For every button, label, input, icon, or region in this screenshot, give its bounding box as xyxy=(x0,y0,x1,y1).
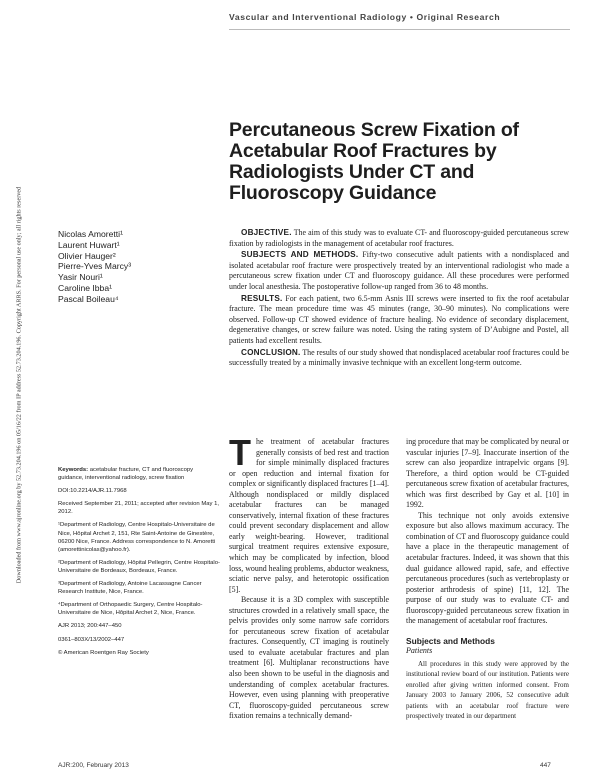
abstract-conclusion xyxy=(229,348,569,369)
body-paragraph: This technique not only avoids extensive exposure but also allows maximum accuracy. The combination of CT and fluoroscopy guidance could have a place in the therapeutic management of acetabular fractures. Indeed, it was shown that this dual guidance allowed rapid, safe, and effective percutaneous procedures (such as vertebroplasty or posterior arthrodesis of spine) [11, 12]. The purpose of our study was to evaluate CT- and fluoroscopy-guided percutaneous screw fixation in the management of acetabular roof fractures. xyxy=(406,510,569,626)
download-notice xyxy=(12,60,26,710)
journal-issue: AJR:200, February 2013 xyxy=(58,762,129,769)
body-text: he treatment of acetabular fractures generally consists of bed rest and traction for simple minimally displaced fractures or open reduction and internal fixation for complex or significantly displaced fractures [1–4]. Although nondisplaced or mildly displaced acetabular fractures can be managed conservatively, internal fixation of these fractures could prevent secondary displacement and allow early weight-bearing. However, traditional surgical treatment requires extensive exposure, which may be complicated by infection, blood loss, wound healing problems, abductor weakness, sciatic nerve palsy, and heterotopic ossification [5]. xyxy=(229,437,389,594)
abstract-text: The aim of this study was to evaluate CT- and fluoroscopy-guided percutaneous screw fixation by radiologists in the management of acetabular roof fractures. xyxy=(229,228,569,248)
author-name: Nicolas Amoretti¹ xyxy=(58,229,123,239)
author-name: Laurent Huwart¹ xyxy=(58,239,120,250)
abstract-heading: SUBJECTS AND METHODS. xyxy=(241,250,359,260)
doi[interactable]: DOI:10.2214/AJR.11.7968 xyxy=(58,488,127,495)
author-name: Caroline Ibba¹ xyxy=(58,282,112,293)
keywords xyxy=(58,466,220,482)
abstract-heading: OBJECTIVE. xyxy=(241,228,292,237)
download-notice-text: Downloaded from www.ajronline.org by 52.73.204.196 on 05/16/22 from IP address 52.73.204.196. Copyright ARRS. For personal use only; all rights reserved xyxy=(15,186,23,584)
drop-cap: T xyxy=(229,432,251,473)
article-info-sidebar xyxy=(58,466,220,662)
abstract-heading: RESULTS. xyxy=(241,293,283,303)
author-name: Pierre-Yves Marcy³ xyxy=(58,261,132,272)
abstract-text: For each patient, two 6.5-mm Asnis III screws were inserted to fix the roof acetabular fracture. The mean procedure time was 45 minutes (range, 30–90 minutes). No complications were observed. Follow-up CT showed evidence of fracture healing. No evidence of secondary displacement, degenerative changes, or screw failure was noted. Using the rating system of D’Aubigne and Postel, all patients had excellent results. xyxy=(229,293,569,345)
affiliation: ²Department of Radiology, Hôpital Pellegrin, Centre Hospitalo-Universitaire de Bordeaux, Bordeaux, France. xyxy=(58,559,220,574)
abstract-heading: CONCLUSION. xyxy=(241,347,301,357)
affiliation: ⁴Department of Orthopaedic Surgery, Centre Hospitalo-Universitaire de Nice, Hôpital Archet 2, Nice, France. xyxy=(58,602,203,617)
abstract-objective xyxy=(229,228,569,249)
section-header: Vascular and Interventional Radiology • Original Research xyxy=(229,12,501,22)
abstract-text: Fifty-two consecutive adult patients with a nondisplaced and isolated acetabular roof fracture were prospectively treated by an interventional radiologist who made a percutaneous screw fixation under CT and fluoroscopy guidance. All these procedures were performed under local anesthesia. The postoperative follow-up ranged from 36 to 48 months. xyxy=(229,250,569,291)
received-dates: Received September 21, 2011; accepted after revision May 1, 2012. xyxy=(58,501,219,516)
abstract-results xyxy=(229,294,569,347)
section-heading: Subjects and Methods xyxy=(406,635,495,646)
body-column-right xyxy=(406,437,569,722)
copyright: © American Roentgen Ray Society xyxy=(58,649,149,656)
citation: AJR 2013; 200:447–450 xyxy=(58,623,122,630)
body-paragraph: Because it is a 3D complex with susceptible structures crowded in a relatively small space, the pelvis provides only some narrow safe corridors for percutaneous screw fixation of acetabular fractures. Consequently, CT imaging is routinely used to evaluate acetabular fractures and plan treatment [6]. Multiplanar reconstructions have also been shown to be useful in the diagnosis and understanding of complex acetabular fractures. However, even using planning with preoperative CT, fluoroscopy-guided percutaneous screw fixation remains a technically demand- xyxy=(229,595,389,721)
author-name: Yasir Nouri¹ xyxy=(58,272,103,283)
body-paragraph xyxy=(229,432,389,595)
article-title: Percutaneous Screw Fixation of Acetabular Roof Fractures by Radiologists Under CT and Fluoroscopy Guidance xyxy=(229,119,519,204)
body-paragraph: All procedures in this study were approved by the institutional review board of our institution. Patients were enrolled after giving written informed consent. From January 2003 to January 2006, 52 consecutive adult patients with an acetabular roof fracture were prospectively treated in our department xyxy=(406,659,569,721)
issn: 0361–803X/13/2002–447 xyxy=(58,636,125,643)
affiliation: ³Department of Radiology, Antoine Lacassagne Cancer Research Institute, Nice, France. xyxy=(58,581,202,596)
keywords-text: acetabular fracture, CT and fluoroscopy guidance, interventional radiology, screw fixation xyxy=(58,467,194,482)
affiliation: ¹Department of Radiology, Centre Hospitalo-Universitaire de Nice, Hôpital Archet 2, 151, Rte Saint-Antoine de Ginestère, 06200 Nice, France. Address correspondence to N. Amoretti (amorettinicolas@yahoo.fr). xyxy=(58,522,216,553)
page-number: 447 xyxy=(540,762,551,769)
author-list xyxy=(58,229,218,305)
keywords-label: Keywords: xyxy=(58,467,89,473)
header-divider xyxy=(229,29,570,30)
subsection-heading: Patients xyxy=(406,646,433,656)
abstract-methods xyxy=(229,250,569,292)
body-column-left xyxy=(229,432,389,722)
body-paragraph: ing procedure that may be complicated by neural or vascular injuries [7–9]. Inaccurate insertion of the screw can also jeopardize intrapelvic organs [9]. Therefore, a third option would be CT-guided percutaneous screw fixation of acetabular fractures, which was first described by Gay et al. [10] in 1992. xyxy=(406,437,570,510)
abstract-text: The results of our study showed that nondisplaced acetabular roof fractures could be successfully treated by a minimally invasive technique with an excellent long-term outcome. xyxy=(229,347,569,368)
author-name: Pascal Boileau⁴ xyxy=(58,293,119,304)
abstract xyxy=(229,228,569,370)
author-name: Olivier Hauger² xyxy=(58,250,116,261)
